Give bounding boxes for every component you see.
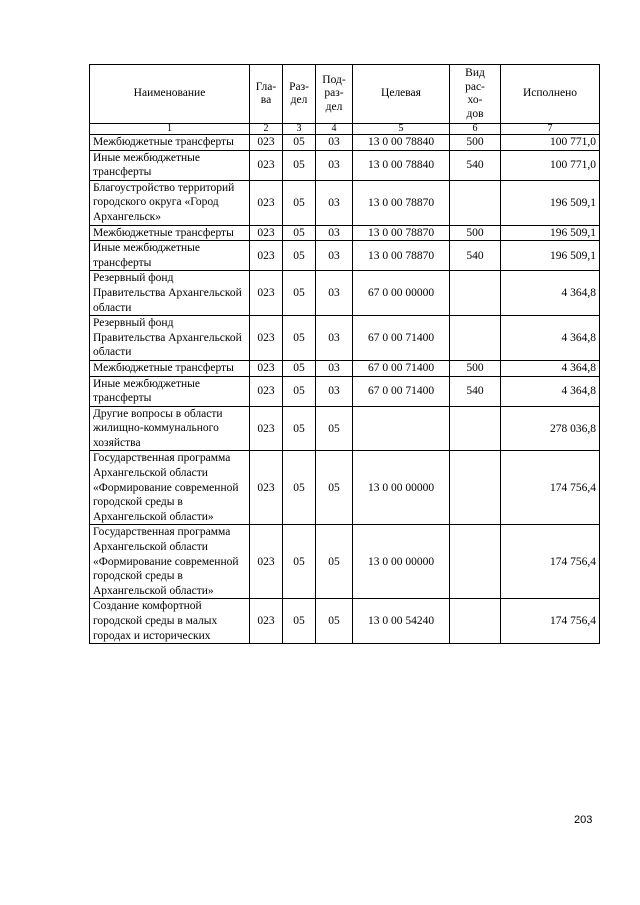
cell-celevaya: 67 0 00 00000 bbox=[353, 271, 450, 316]
cell-razdel: 05 bbox=[283, 599, 316, 644]
cell-ispolneno: 4 364,8 bbox=[501, 316, 600, 361]
cell-celevaya: 13 0 00 00000 bbox=[353, 525, 450, 599]
cell-name: Создание комфортной городской среды в малых городах и исторических bbox=[90, 599, 250, 644]
cell-glava: 023 bbox=[250, 180, 283, 225]
header-celevaya: Целевая bbox=[353, 65, 450, 124]
cell-razdel: 05 bbox=[283, 180, 316, 225]
cell-glava: 023 bbox=[250, 241, 283, 271]
table-row bbox=[90, 316, 600, 361]
cell-name: Иные межбюджетные трансферты bbox=[90, 150, 250, 180]
table-row bbox=[90, 241, 600, 271]
cell-podrazdel: 05 bbox=[316, 525, 353, 599]
header-razdel: Раз- дел bbox=[283, 65, 316, 124]
cell-ispolneno: 4 364,8 bbox=[501, 376, 600, 406]
cell-glava: 023 bbox=[250, 406, 283, 451]
cell-ispolneno: 196 509,1 bbox=[501, 241, 600, 271]
cell-vid bbox=[450, 180, 501, 225]
header-glava: Гла- ва bbox=[250, 65, 283, 124]
cell-razdel: 05 bbox=[283, 451, 316, 525]
cell-ispolneno: 278 036,8 bbox=[501, 406, 600, 451]
cell-name: Иные межбюджетные трансферты bbox=[90, 241, 250, 271]
header-podrazdel: Под- раз- дел bbox=[316, 65, 353, 124]
cell-razdel: 05 bbox=[283, 241, 316, 271]
cell-podrazdel: 03 bbox=[316, 376, 353, 406]
table-row bbox=[90, 150, 600, 180]
header-row bbox=[90, 65, 600, 124]
table-row bbox=[90, 360, 600, 376]
column-number: 7 bbox=[501, 124, 600, 135]
cell-ispolneno: 100 771,0 bbox=[501, 150, 600, 180]
cell-celevaya bbox=[353, 406, 450, 451]
table-row bbox=[90, 451, 600, 525]
column-number: 6 bbox=[450, 124, 501, 135]
column-number: 2 bbox=[250, 124, 283, 135]
table-row bbox=[90, 406, 600, 451]
cell-podrazdel: 03 bbox=[316, 316, 353, 361]
cell-glava: 023 bbox=[250, 225, 283, 241]
cell-vid bbox=[450, 406, 501, 451]
cell-ispolneno: 196 509,1 bbox=[501, 225, 600, 241]
header-ispolneno: Исполнено bbox=[501, 65, 600, 124]
cell-podrazdel: 03 bbox=[316, 241, 353, 271]
cell-name: Государственная программа Архангельской области «Формирование современной городской среды в Архангельской области» bbox=[90, 525, 250, 599]
cell-vid: 540 bbox=[450, 150, 501, 180]
cell-podrazdel: 03 bbox=[316, 360, 353, 376]
cell-glava: 023 bbox=[250, 376, 283, 406]
header-name: Наименование bbox=[90, 65, 250, 124]
cell-razdel: 05 bbox=[283, 271, 316, 316]
cell-podrazdel: 03 bbox=[316, 225, 353, 241]
cell-vid bbox=[450, 525, 501, 599]
cell-name: Благоустройство территорий городского округа «Город Архангельск» bbox=[90, 180, 250, 225]
table-row bbox=[90, 135, 600, 151]
cell-vid: 500 bbox=[450, 225, 501, 241]
cell-ispolneno: 100 771,0 bbox=[501, 135, 600, 151]
cell-ispolneno: 174 756,4 bbox=[501, 599, 600, 644]
cell-ispolneno: 196 509,1 bbox=[501, 180, 600, 225]
table-row bbox=[90, 599, 600, 644]
cell-razdel: 05 bbox=[283, 376, 316, 406]
cell-razdel: 05 bbox=[283, 525, 316, 599]
header-vid: Вид рас- хо- дов bbox=[450, 65, 501, 124]
cell-celevaya: 67 0 00 71400 bbox=[353, 376, 450, 406]
cell-ispolneno: 174 756,4 bbox=[501, 451, 600, 525]
table-row bbox=[90, 225, 600, 241]
cell-name: Межбюджетные трансферты bbox=[90, 225, 250, 241]
table-row bbox=[90, 376, 600, 406]
cell-name: Иные межбюджетные трансферты bbox=[90, 376, 250, 406]
cell-name: Резервный фонд Правительства Архангельской области bbox=[90, 316, 250, 361]
cell-glava: 023 bbox=[250, 316, 283, 361]
cell-ispolneno: 4 364,8 bbox=[501, 271, 600, 316]
cell-vid: 500 bbox=[450, 360, 501, 376]
cell-celevaya: 13 0 00 54240 bbox=[353, 599, 450, 644]
cell-razdel: 05 bbox=[283, 150, 316, 180]
cell-razdel: 05 bbox=[283, 225, 316, 241]
column-number: 1 bbox=[90, 124, 250, 135]
cell-ispolneno: 174 756,4 bbox=[501, 525, 600, 599]
column-number: 4 bbox=[316, 124, 353, 135]
cell-vid bbox=[450, 599, 501, 644]
cell-vid bbox=[450, 316, 501, 361]
cell-name: Межбюджетные трансферты bbox=[90, 135, 250, 151]
cell-razdel: 05 bbox=[283, 360, 316, 376]
table-row bbox=[90, 525, 600, 599]
cell-celevaya: 13 0 00 78870 bbox=[353, 225, 450, 241]
cell-celevaya: 13 0 00 78840 bbox=[353, 150, 450, 180]
cell-podrazdel: 05 bbox=[316, 599, 353, 644]
cell-glava: 023 bbox=[250, 525, 283, 599]
cell-vid: 500 bbox=[450, 135, 501, 151]
cell-celevaya: 67 0 00 71400 bbox=[353, 360, 450, 376]
page-number: 203 bbox=[574, 814, 593, 826]
cell-vid: 540 bbox=[450, 376, 501, 406]
cell-razdel: 05 bbox=[283, 316, 316, 361]
cell-razdel: 05 bbox=[283, 406, 316, 451]
cell-glava: 023 bbox=[250, 360, 283, 376]
cell-name: Государственная программа Архангельской области «Формирование современной городской среды в Архангельской области» bbox=[90, 451, 250, 525]
column-number: 5 bbox=[353, 124, 450, 135]
cell-podrazdel: 03 bbox=[316, 271, 353, 316]
column-number-row bbox=[90, 124, 600, 135]
cell-glava: 023 bbox=[250, 150, 283, 180]
cell-celevaya: 13 0 00 00000 bbox=[353, 451, 450, 525]
cell-name: Межбюджетные трансферты bbox=[90, 360, 250, 376]
cell-name: Резервный фонд Правительства Архангельской области bbox=[90, 271, 250, 316]
cell-podrazdel: 03 bbox=[316, 180, 353, 225]
cell-podrazdel: 03 bbox=[316, 135, 353, 151]
cell-glava: 023 bbox=[250, 451, 283, 525]
cell-vid bbox=[450, 451, 501, 525]
cell-glava: 023 bbox=[250, 135, 283, 151]
cell-podrazdel: 03 bbox=[316, 150, 353, 180]
column-number: 3 bbox=[283, 124, 316, 135]
cell-razdel: 05 bbox=[283, 135, 316, 151]
cell-vid bbox=[450, 271, 501, 316]
cell-glava: 023 bbox=[250, 599, 283, 644]
cell-podrazdel: 05 bbox=[316, 451, 353, 525]
cell-celevaya: 13 0 00 78870 bbox=[353, 180, 450, 225]
cell-glava: 023 bbox=[250, 271, 283, 316]
cell-ispolneno: 4 364,8 bbox=[501, 360, 600, 376]
table-row bbox=[90, 180, 600, 225]
cell-celevaya: 13 0 00 78870 bbox=[353, 241, 450, 271]
cell-podrazdel: 05 bbox=[316, 406, 353, 451]
budget-table bbox=[89, 64, 600, 644]
table-row bbox=[90, 271, 600, 316]
cell-celevaya: 13 0 00 78840 bbox=[353, 135, 450, 151]
cell-vid: 540 bbox=[450, 241, 501, 271]
cell-celevaya: 67 0 00 71400 bbox=[353, 316, 450, 361]
cell-name: Другие вопросы в области жилищно-коммунального хозяйства bbox=[90, 406, 250, 451]
